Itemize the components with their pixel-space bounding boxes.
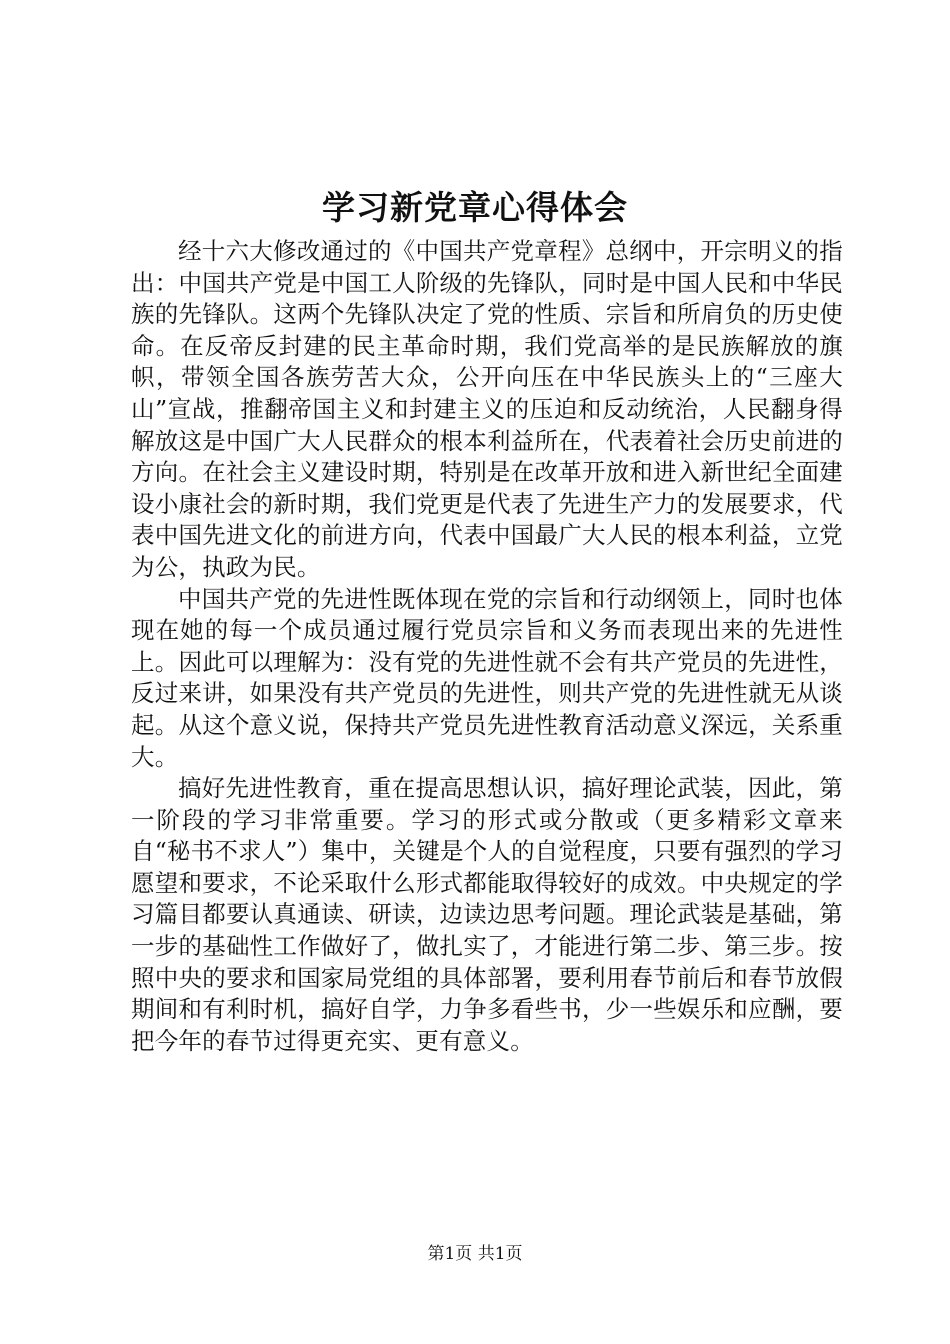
- page-title: 学习新党章心得体会: [322, 188, 628, 227]
- paragraph-2: 中国共产党的先进性既体现在党的宗旨和行动纲领上，同时也体现在她的每一个成员通过履行党员宗旨和义务而表现出来的先进性上。因此可以理解为：没有党的先进性就不会有共产党员的先进性，反过来讲，如果没有共产党员的先进性，则共产党的先进性就无从谈起。从这个意义说，保持共产党员先进性教育活动意义深远，关系重大。: [131, 584, 843, 771]
- paragraph-3: 搞好先进性教育，重在提高思想认识，搞好理论武装，因此，第一阶段的学习非常重要。学习的形式或分散或（更多精彩文章来自“秘书不求人”）集中，关键是个人的自觉程度，只要有强烈的学习愿望和要求，不论采取什么形式都能取得较好的成效。中央规定的学习篇目都要认真通读、研读，边读边思考问题。理论武装是基础，第一步的基础性工作做好了，做扎实了，才能进行第二步、第三步。按照中央的要求和国家局党组的具体部署，要利用春节前后和春节放假期间和有利时机，搞好自学，力争多看些书，少一些娱乐和应酬，要把今年的春节过得更充实、更有意义。: [131, 774, 843, 1055]
- paragraph-1: 经十六大修改通过的《中国共产党章程》总纲中，开宗明义的指出：中国共产党是中国工人阶级的先锋队，同时是中国人民和中华民族的先锋队。这两个先锋队决定了党的性质、宗旨和所肩负的历史使命。在反帝反封建的民主革命时期，我们党高举的是民族解放的旗帜，带领全国各族劳苦大众，公开向压在中华民族头上的“三座大山”宣战，推翻帝国主义和封建主义的压迫和反动统治，人民翻身得解放这是中国广大人民群众的根本利益所在，代表着社会历史前进的方向。在社会主义建设时期，特别是在改革开放和进入新世纪全面建设小康社会的新时期，我们党更是代表了先进生产力的发展要求，代表中国先进文化的前进方向，代表中国最广大人民的根本利益，立党为公，执政为民。: [131, 237, 843, 581]
- page-footer: 第1页 共1页: [427, 1244, 523, 1264]
- document-body: [131, 236, 843, 1057]
